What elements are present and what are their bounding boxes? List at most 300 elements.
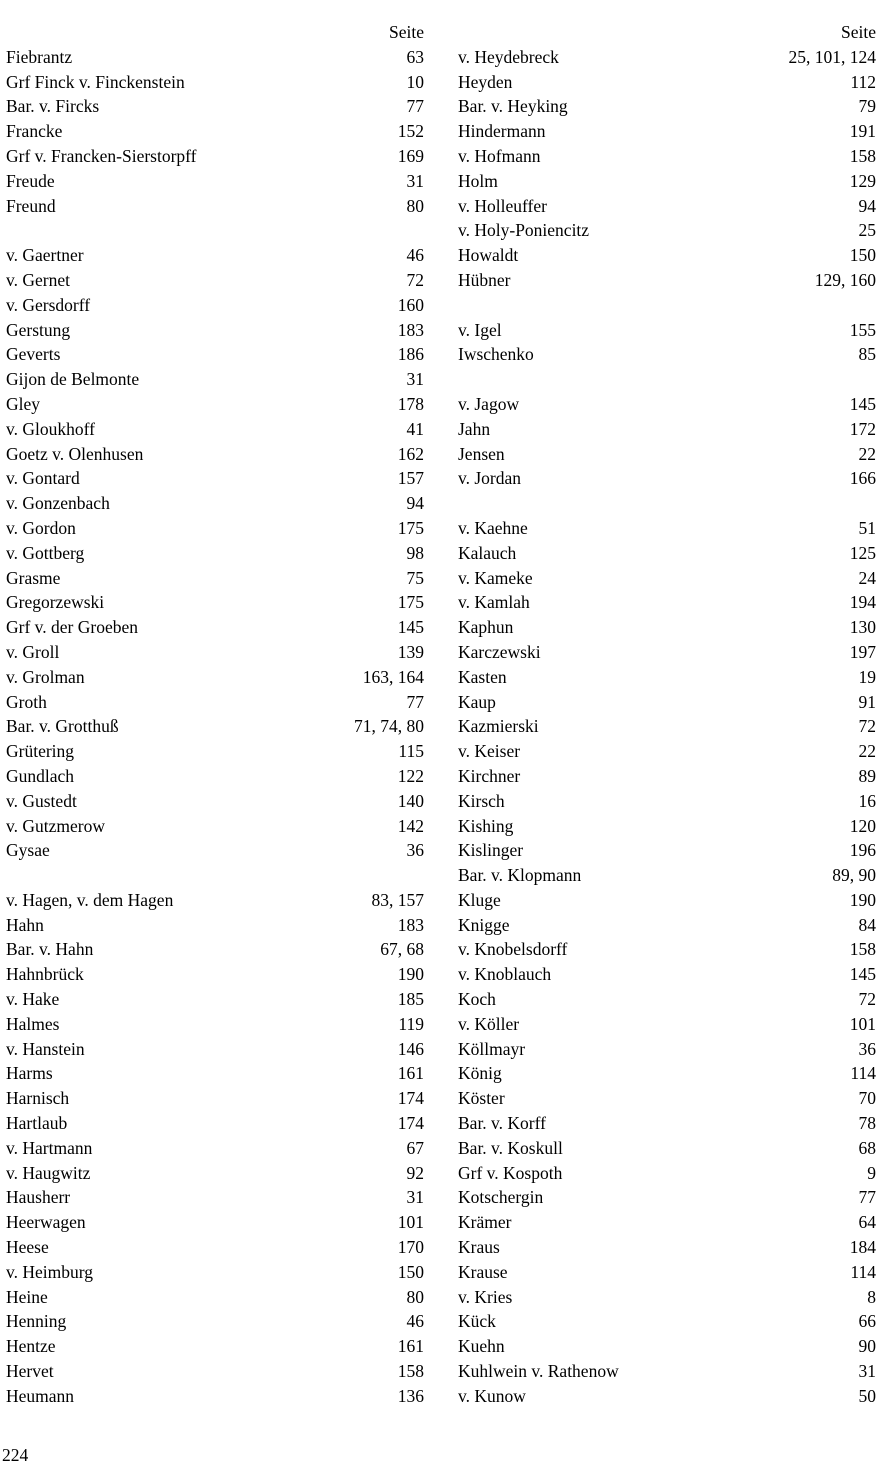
index-entry xyxy=(0,466,428,491)
entry-page: 72 xyxy=(858,989,876,1010)
entry-name: Kluge xyxy=(458,889,501,910)
entry-page: 36 xyxy=(406,840,424,861)
entry-page: 31 xyxy=(858,1361,876,1382)
index-entry xyxy=(0,342,428,367)
entry-page: 85 xyxy=(858,344,876,365)
entry-page: 115 xyxy=(398,741,424,762)
entry-page: 31 xyxy=(406,369,424,390)
index-entry xyxy=(452,169,880,194)
index-entry xyxy=(452,516,880,541)
entry-page: 152 xyxy=(397,121,424,142)
entry-page: 67 xyxy=(406,1137,424,1158)
index-entry xyxy=(452,1359,880,1384)
index-entry xyxy=(0,640,428,665)
entry-name: Hausherr xyxy=(6,1187,71,1208)
entry-page: 66 xyxy=(858,1311,876,1332)
index-entry xyxy=(452,1012,880,1037)
index-entry xyxy=(0,714,428,739)
entry-name: Heyden xyxy=(458,71,513,92)
index-entry xyxy=(452,119,880,144)
entry-page: 158 xyxy=(397,1361,424,1382)
entry-name: Bar. v. Grotthuß xyxy=(6,716,119,737)
entry-page: 191 xyxy=(849,121,876,142)
entry-page: 91 xyxy=(858,691,876,712)
entry-name: v. Gernet xyxy=(6,269,70,290)
index-entry xyxy=(452,1111,880,1136)
entry-page: 51 xyxy=(858,517,876,538)
entry-name: Kalauch xyxy=(458,542,517,563)
entry-name: v. Gonzenbach xyxy=(6,493,110,514)
index-entry xyxy=(452,1210,880,1235)
entry-page: 46 xyxy=(406,245,424,266)
entry-name: Kazmierski xyxy=(458,716,539,737)
entry-name: Heine xyxy=(6,1286,48,1307)
entry-name: v. Knobelsdorff xyxy=(458,939,568,960)
entry-page: 190 xyxy=(397,964,424,985)
entry-name: v. Gloukhoff xyxy=(6,418,95,439)
entry-page: 50 xyxy=(858,1385,876,1406)
index-entry xyxy=(0,937,428,962)
entry-page: 101 xyxy=(397,1212,424,1233)
entry-page: 122 xyxy=(397,765,424,786)
entry-name: Heese xyxy=(6,1237,49,1258)
entry-name: v. Gutzmerow xyxy=(6,815,105,836)
index-entry xyxy=(0,1260,428,1285)
entry-page: 80 xyxy=(406,195,424,216)
index-entry xyxy=(452,392,880,417)
entry-name: v. Heydebreck xyxy=(458,46,559,67)
index-entry xyxy=(452,1061,880,1086)
entry-page: 10 xyxy=(406,71,424,92)
entry-name: Gley xyxy=(6,393,41,414)
entry-name: Koch xyxy=(458,989,496,1010)
entry-name: v. Haugwitz xyxy=(6,1162,91,1183)
index-entry xyxy=(0,169,428,194)
entry-page: 89 xyxy=(858,765,876,786)
entry-name: Freund xyxy=(6,195,56,216)
index-entry xyxy=(452,640,880,665)
entry-page: 84 xyxy=(858,914,876,935)
entry-name: Bar. v. Klopmann xyxy=(458,865,582,886)
entry-page: 162 xyxy=(397,443,424,464)
entry-name: Hahn xyxy=(6,914,44,935)
index-entry xyxy=(452,1185,880,1210)
index-entry xyxy=(452,243,880,268)
entry-name: Gysae xyxy=(6,840,50,861)
entry-name: Kishing xyxy=(458,815,514,836)
entry-page: 9 xyxy=(867,1162,876,1183)
entry-page: 64 xyxy=(858,1212,876,1233)
index-entry xyxy=(0,987,428,1012)
index-entry xyxy=(0,94,428,119)
index-entry xyxy=(0,665,428,690)
index-entry xyxy=(452,1136,880,1161)
entry-name: v. Kunow xyxy=(458,1385,526,1406)
entry-page: 142 xyxy=(397,815,424,836)
index-entry xyxy=(452,268,880,293)
entry-name: Kaphun xyxy=(458,617,514,638)
index-entry xyxy=(0,1334,428,1359)
entry-name: v. Jagow xyxy=(458,393,520,414)
entry-page: 158 xyxy=(849,145,876,166)
index-entry xyxy=(452,1384,880,1409)
entry-name: Francke xyxy=(6,121,63,142)
entry-name: v. Gordon xyxy=(6,517,76,538)
index-entry xyxy=(0,1161,428,1186)
entry-name: v. Keiser xyxy=(458,741,521,762)
entry-page: 98 xyxy=(406,542,424,563)
entry-name: Kotschergin xyxy=(458,1187,544,1208)
index-column-left xyxy=(0,20,428,1409)
entry-page: 172 xyxy=(849,418,876,439)
entry-name: Grf v. der Groeben xyxy=(6,617,139,638)
index-entry xyxy=(0,1235,428,1260)
entry-page: 68 xyxy=(858,1137,876,1158)
entry-page: 16 xyxy=(858,790,876,811)
index-entry xyxy=(0,962,428,987)
entry-name: v. Hake xyxy=(6,989,60,1010)
entry-name: v. Grolman xyxy=(6,666,85,687)
index-entry xyxy=(452,764,880,789)
index-entry xyxy=(0,1309,428,1334)
entry-name: v. Hagen, v. dem Hagen xyxy=(6,889,174,910)
index-entry xyxy=(0,119,428,144)
entry-page: 190 xyxy=(849,889,876,910)
entry-page: 183 xyxy=(397,914,424,935)
entry-page: 63 xyxy=(406,46,424,67)
entry-page: 157 xyxy=(397,468,424,489)
index-entry xyxy=(0,739,428,764)
entry-name: Köllmayr xyxy=(458,1038,526,1059)
entry-name: Krämer xyxy=(458,1212,512,1233)
entry-name: v. Hartmann xyxy=(6,1137,93,1158)
entry-page: 72 xyxy=(858,716,876,737)
index-entry xyxy=(452,1235,880,1260)
index-entry xyxy=(452,1285,880,1310)
entry-name: Freude xyxy=(6,170,55,191)
entry-page: 145 xyxy=(849,964,876,985)
entry-page: 178 xyxy=(397,393,424,414)
entry-page: 129, 160 xyxy=(814,269,876,290)
entry-name: v. Heimburg xyxy=(6,1261,94,1282)
index-entry xyxy=(0,1384,428,1409)
entry-page: 197 xyxy=(849,641,876,662)
entry-name: Geverts xyxy=(6,344,61,365)
index-entry xyxy=(0,838,428,863)
entry-name: Bar. v. Korff xyxy=(458,1113,546,1134)
index-entry xyxy=(452,987,880,1012)
entry-name: Henning xyxy=(6,1311,67,1332)
entry-page: 31 xyxy=(406,1187,424,1208)
entry-page: 77 xyxy=(858,1187,876,1208)
entry-page: 41 xyxy=(406,418,424,439)
index-entries xyxy=(452,45,880,1409)
entry-name: Krause xyxy=(458,1261,508,1282)
index-entry xyxy=(452,45,880,70)
entry-page: 8 xyxy=(867,1286,876,1307)
index-entry xyxy=(452,218,880,243)
index-entry xyxy=(0,194,428,219)
entry-page: 22 xyxy=(858,741,876,762)
index-entry xyxy=(452,590,880,615)
entry-page: 139 xyxy=(397,641,424,662)
entry-name: Grütering xyxy=(6,741,75,762)
entry-name: Kück xyxy=(458,1311,496,1332)
entry-page: 155 xyxy=(849,319,876,340)
entry-page: 174 xyxy=(397,1113,424,1134)
entry-page: 175 xyxy=(397,592,424,613)
entry-name: v. Gustedt xyxy=(6,790,77,811)
index-entry xyxy=(0,615,428,640)
entry-name: Karczewski xyxy=(458,641,541,662)
entry-name: Fiebrantz xyxy=(6,46,73,67)
entry-name: v. Kameke xyxy=(458,567,533,588)
entry-name: Halmes xyxy=(6,1013,60,1034)
entry-page: 140 xyxy=(397,790,424,811)
entry-name: Iwschenko xyxy=(458,344,534,365)
index-entry xyxy=(0,764,428,789)
entry-page: 112 xyxy=(850,71,876,92)
entry-name: Harnisch xyxy=(6,1088,70,1109)
entry-name: v. Gottberg xyxy=(6,542,85,563)
entry-name: Gundlach xyxy=(6,765,75,786)
entry-name: v. Jordan xyxy=(458,468,522,489)
entry-page: 161 xyxy=(397,1063,424,1084)
entry-page: 36 xyxy=(858,1038,876,1059)
index-entry xyxy=(0,1037,428,1062)
entry-page: 89, 90 xyxy=(832,865,876,886)
index-entry xyxy=(452,541,880,566)
index-entry xyxy=(452,194,880,219)
entry-name: Howaldt xyxy=(458,245,519,266)
index-entry xyxy=(0,318,428,343)
index-entry xyxy=(0,913,428,938)
index-entry xyxy=(0,1185,428,1210)
entry-page: 170 xyxy=(397,1237,424,1258)
entry-name: Kirchner xyxy=(458,765,521,786)
index-entry xyxy=(452,913,880,938)
entry-page: 83, 157 xyxy=(371,889,424,910)
entry-page: 79 xyxy=(858,96,876,117)
entry-name: Bar. v. Koskull xyxy=(458,1137,563,1158)
entry-page: 101 xyxy=(849,1013,876,1034)
index-entry xyxy=(0,566,428,591)
index-entry xyxy=(452,94,880,119)
entry-page: 146 xyxy=(397,1038,424,1059)
index-entry xyxy=(0,814,428,839)
entry-page: 161 xyxy=(397,1336,424,1357)
index-entry xyxy=(452,888,880,913)
entry-name: Kraus xyxy=(458,1237,500,1258)
entry-name: Gregorzewski xyxy=(6,592,105,613)
entry-name: v. Kamlah xyxy=(458,592,530,613)
entry-page: 25, 101, 124 xyxy=(788,46,876,67)
entry-name: Kuhlwein v. Rathenow xyxy=(458,1361,619,1382)
index-entry xyxy=(452,814,880,839)
entry-page: 196 xyxy=(849,840,876,861)
index-entry xyxy=(452,466,880,491)
entry-page: 160 xyxy=(397,294,424,315)
entry-name: Jensen xyxy=(458,443,505,464)
entry-page: 19 xyxy=(858,666,876,687)
entry-page: 169 xyxy=(397,145,424,166)
entry-page: 150 xyxy=(849,245,876,266)
entry-page: 24 xyxy=(858,567,876,588)
entry-page: 183 xyxy=(397,319,424,340)
index-entry xyxy=(0,293,428,318)
entry-page: 120 xyxy=(849,815,876,836)
entry-page: 175 xyxy=(397,517,424,538)
entry-name: Harms xyxy=(6,1063,53,1084)
index-entry xyxy=(452,1260,880,1285)
entry-page: 163, 164 xyxy=(362,666,424,687)
entry-name: v. Gaertner xyxy=(6,245,84,266)
column-header-seite: Seite xyxy=(841,22,876,42)
entry-page: 72 xyxy=(406,269,424,290)
index-entry xyxy=(0,1061,428,1086)
index-entry xyxy=(452,367,880,392)
entry-page: 174 xyxy=(397,1088,424,1109)
entry-name: Hartlaub xyxy=(6,1113,68,1134)
index-entry xyxy=(0,789,428,814)
entry-page: 114 xyxy=(850,1063,876,1084)
index-entry xyxy=(0,1285,428,1310)
entry-name: v. Holleuffer xyxy=(458,195,547,216)
entry-page: 92 xyxy=(406,1162,424,1183)
page-number: 224 xyxy=(2,1445,29,1465)
index-entry xyxy=(0,392,428,417)
index-entry xyxy=(0,1359,428,1384)
entry-page: 78 xyxy=(858,1113,876,1134)
entry-name: v. Hanstein xyxy=(6,1038,85,1059)
entry-page: 70 xyxy=(858,1088,876,1109)
index-entry xyxy=(0,1136,428,1161)
entry-name: Hahnbrück xyxy=(6,964,84,985)
index-entry xyxy=(0,863,428,888)
index-entries xyxy=(0,45,428,1409)
entry-page: 90 xyxy=(858,1336,876,1357)
entry-name: Grf v. Francken-Sierstorpff xyxy=(6,145,197,166)
index-entry xyxy=(452,615,880,640)
entry-name: Gerstung xyxy=(6,319,71,340)
entry-name: v. Gontard xyxy=(6,468,80,489)
index-entry xyxy=(0,70,428,95)
entry-name: Hentze xyxy=(6,1336,56,1357)
entry-page: 75 xyxy=(406,567,424,588)
entry-page: 77 xyxy=(406,691,424,712)
entry-name: Kasten xyxy=(458,666,507,687)
entry-page: 94 xyxy=(406,493,424,514)
entry-name: Bar. v. Hahn xyxy=(6,939,94,960)
index-entry xyxy=(452,442,880,467)
index-entry xyxy=(452,665,880,690)
index-entry xyxy=(0,442,428,467)
entry-page: 150 xyxy=(397,1261,424,1282)
entry-name: v. Köller xyxy=(458,1013,520,1034)
entry-page: 114 xyxy=(850,1261,876,1282)
entry-page: 145 xyxy=(849,393,876,414)
index-entry xyxy=(452,863,880,888)
index-entry xyxy=(0,516,428,541)
entry-page: 25 xyxy=(858,220,876,241)
index-entry xyxy=(0,690,428,715)
entry-name: v. Hofmann xyxy=(458,145,541,166)
entry-name: v. Igel xyxy=(458,319,502,340)
entry-name: Bar. v. Heyking xyxy=(458,96,568,117)
index-entry xyxy=(452,342,880,367)
index-entry xyxy=(452,293,880,318)
entry-name: v. Kaehne xyxy=(458,517,528,538)
entry-name: Jahn xyxy=(458,418,491,439)
entry-page: 22 xyxy=(858,443,876,464)
entry-name: Köster xyxy=(458,1088,505,1109)
entry-name: Holm xyxy=(458,170,498,191)
entry-name: v. Holy-Poniencitz xyxy=(458,220,590,241)
entry-page: 46 xyxy=(406,1311,424,1332)
index-entry xyxy=(452,1037,880,1062)
entry-name: Heumann xyxy=(6,1385,75,1406)
entry-name: v. Groll xyxy=(6,641,60,662)
entry-name: Goetz v. Olenhusen xyxy=(6,443,144,464)
entry-name: v. Knoblauch xyxy=(458,964,552,985)
index-entry xyxy=(452,1161,880,1186)
entry-page: 166 xyxy=(849,468,876,489)
index-entry xyxy=(452,1086,880,1111)
entry-name: Grf v. Kospoth xyxy=(458,1162,563,1183)
entry-name: König xyxy=(458,1063,502,1084)
index-entry xyxy=(0,367,428,392)
index-entry xyxy=(0,1086,428,1111)
index-entry xyxy=(0,1210,428,1235)
entry-name: v. Gersdorff xyxy=(6,294,91,315)
entry-page: 125 xyxy=(849,542,876,563)
index-entry xyxy=(0,491,428,516)
index-entry xyxy=(452,838,880,863)
entry-name: v. Kries xyxy=(458,1286,513,1307)
entry-name: Hindermann xyxy=(458,121,546,142)
index-entry xyxy=(452,690,880,715)
entry-page: 158 xyxy=(849,939,876,960)
entry-page: 184 xyxy=(849,1237,876,1258)
index-entry xyxy=(452,789,880,814)
entry-page: 71, 74, 80 xyxy=(354,716,424,737)
entry-page: 145 xyxy=(397,617,424,638)
index-entry xyxy=(0,45,428,70)
entry-page: 31 xyxy=(406,170,424,191)
entry-page: 119 xyxy=(398,1013,424,1034)
entry-page: 94 xyxy=(858,195,876,216)
entry-page: 194 xyxy=(849,592,876,613)
entry-name: Gijon de Belmonte xyxy=(6,369,140,390)
index-entry xyxy=(452,318,880,343)
index-column-right xyxy=(452,20,880,1409)
entry-name: Grf Finck v. Finckenstein xyxy=(6,71,185,92)
index-entry xyxy=(452,491,880,516)
index-entry xyxy=(452,962,880,987)
index-entry xyxy=(0,1012,428,1037)
index-entry xyxy=(452,739,880,764)
index-entry xyxy=(0,243,428,268)
entry-name: Heerwagen xyxy=(6,1212,86,1233)
index-entry xyxy=(0,541,428,566)
entry-page: 130 xyxy=(849,617,876,638)
index-entry xyxy=(452,144,880,169)
entry-name: Hübner xyxy=(458,269,511,290)
index-entry xyxy=(452,714,880,739)
entry-name: Hervet xyxy=(6,1361,54,1382)
entry-name: Kaup xyxy=(458,691,496,712)
index-entry xyxy=(452,417,880,442)
